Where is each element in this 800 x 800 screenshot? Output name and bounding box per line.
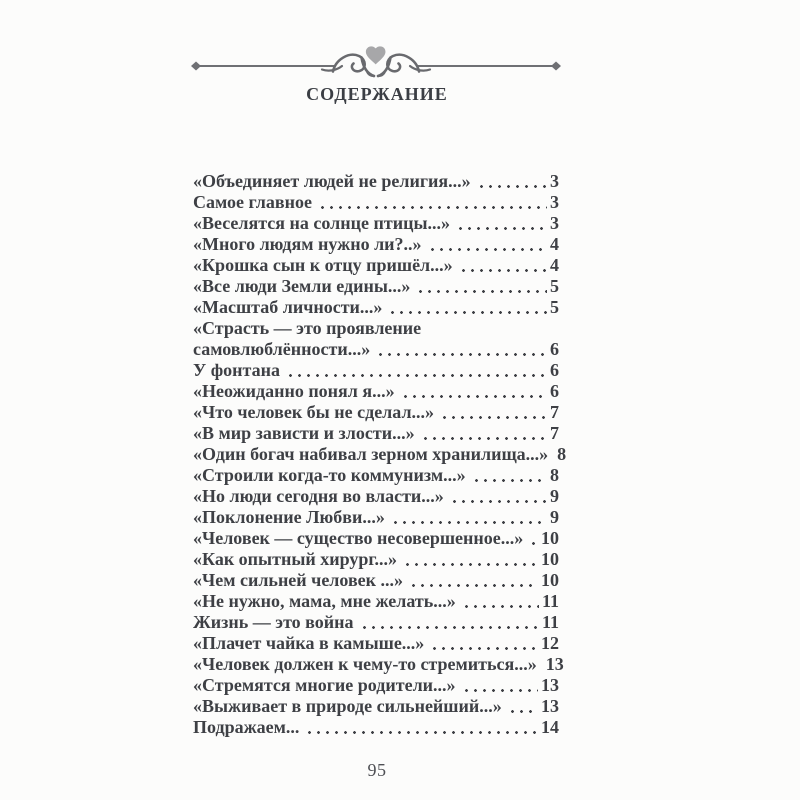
toc-entry-title: «Выживает в природе сильнейший...» bbox=[193, 696, 502, 716]
dot-leader bbox=[462, 604, 539, 609]
toc-entry-title: «Человек — существо несовершенное...» bbox=[193, 528, 524, 548]
dot-leader bbox=[472, 478, 547, 483]
toc-list bbox=[193, 171, 567, 738]
toc-entry bbox=[193, 192, 559, 213]
toc-entry-page: 7 bbox=[550, 402, 559, 422]
dot-leader bbox=[450, 499, 547, 504]
toc-entry bbox=[193, 318, 559, 339]
toc-entry bbox=[193, 612, 559, 633]
toc-entry-title: «Все люди Земли едины...» bbox=[193, 276, 411, 296]
toc-entry bbox=[193, 633, 559, 654]
dot-leader bbox=[456, 226, 547, 231]
toc-entry-title: «Не нужно, мама, мне желать...» bbox=[193, 591, 456, 611]
dot-leader bbox=[305, 730, 538, 735]
dot-leader bbox=[286, 373, 547, 378]
toc-entry-title: Самое главное bbox=[193, 192, 312, 212]
toc-entry bbox=[193, 402, 559, 423]
toc-entry-title: «Крошка сын к отцу пришёл...» bbox=[193, 255, 453, 275]
toc-entry bbox=[193, 276, 559, 297]
dot-leader bbox=[508, 709, 538, 714]
toc-entry-title: «Один богач набивал зерном хранилища...» bbox=[193, 444, 549, 464]
toc-entry-page: 6 bbox=[550, 360, 559, 380]
toc-entry-page: 5 bbox=[550, 276, 559, 296]
toc-entry-page: 9 bbox=[550, 486, 559, 506]
toc-entry-page: 3 bbox=[550, 192, 559, 212]
toc-entry bbox=[193, 528, 559, 549]
diamond-cap-left-icon bbox=[191, 62, 201, 71]
toc-entry-title: «Неожиданно понял я...» bbox=[193, 381, 395, 401]
toc-entry-page: 14 bbox=[541, 717, 559, 737]
toc-entry-page: 3 bbox=[550, 213, 559, 233]
toc-entry-title: Подражаем... bbox=[193, 717, 300, 737]
toc-entry bbox=[193, 171, 559, 192]
toc-entry-title: «Объединяет людей не религия...» bbox=[193, 171, 471, 191]
toc-entry bbox=[193, 654, 564, 675]
toc-entry bbox=[193, 486, 559, 507]
toc-entry-title: «Поклонение Любви...» bbox=[193, 507, 385, 527]
page-number: 95 bbox=[367, 760, 387, 780]
toc-entry-page: 10 bbox=[541, 528, 559, 548]
toc-entry-title: Жизнь — это война bbox=[193, 612, 354, 632]
dot-leader bbox=[376, 352, 547, 357]
heart-icon bbox=[366, 46, 386, 64]
toc-entry-page: 6 bbox=[550, 381, 559, 401]
toc-entry-page: 6 bbox=[550, 339, 559, 359]
dot-leader bbox=[459, 268, 547, 273]
toc-entry bbox=[193, 297, 559, 318]
toc-entry-title: «В мир зависти и злости...» bbox=[193, 423, 415, 443]
toc-entry-page: 13 bbox=[545, 654, 564, 674]
toc-entry-title: «Строили когда-то коммунизм...» bbox=[193, 465, 466, 485]
toc-entry-page: 13 bbox=[541, 696, 559, 716]
toc-entry-title: «Веселятся на солнце птицы...» bbox=[193, 213, 451, 233]
dot-leader bbox=[388, 310, 547, 315]
toc-entry-title: «Стремятся многие родители...» bbox=[193, 675, 456, 695]
toc-entry bbox=[193, 423, 559, 444]
toc-entry-page: 8 bbox=[550, 465, 559, 485]
toc-entry-title: «Но люди сегодня во власти...» bbox=[193, 486, 444, 506]
toc-entry-title: самовлюблённости...» bbox=[193, 339, 371, 359]
toc-entry-title: «Плачет чайка в камыше...» bbox=[193, 633, 425, 653]
toc-entry-page: 7 bbox=[550, 423, 559, 443]
toc-entry-page: 5 bbox=[550, 297, 559, 317]
dot-leader bbox=[462, 688, 538, 693]
dot-leader bbox=[430, 646, 538, 651]
toc-entry-page: 3 bbox=[550, 171, 559, 191]
toc-entry-page: 4 bbox=[550, 234, 559, 254]
toc-entry bbox=[193, 507, 559, 528]
toc-entry-title: «Что человек бы не сделал...» bbox=[193, 402, 435, 422]
toc-entry bbox=[193, 255, 559, 276]
toc-entry-page: 13 bbox=[541, 675, 559, 695]
toc-entry bbox=[193, 234, 559, 255]
dot-leader bbox=[403, 562, 538, 567]
toc-entry bbox=[193, 381, 559, 402]
page-title: СОДЕРЖАНИЕ bbox=[306, 84, 448, 104]
dot-leader bbox=[477, 184, 547, 189]
toc-entry-title: «Как опытный хирург...» bbox=[193, 549, 398, 569]
toc-entry-title: «Страсть — это проявление bbox=[193, 318, 422, 338]
dot-leader bbox=[529, 541, 538, 546]
dot-leader bbox=[391, 520, 547, 525]
dot-leader bbox=[360, 625, 539, 630]
toc-entry-page: 10 bbox=[541, 549, 559, 569]
dot-leader bbox=[421, 436, 547, 441]
toc-entry-page: 4 bbox=[550, 255, 559, 275]
toc-entry bbox=[193, 570, 559, 591]
dot-leader bbox=[409, 583, 538, 588]
toc-entry bbox=[193, 444, 567, 465]
toc-entry bbox=[193, 549, 559, 570]
dot-leader bbox=[440, 415, 547, 420]
toc-entry bbox=[193, 339, 559, 360]
toc-entry bbox=[193, 360, 559, 381]
toc-entry-title: У фонтана bbox=[193, 360, 280, 380]
toc-entry bbox=[193, 213, 559, 234]
diamond-cap-right-icon bbox=[551, 62, 561, 71]
toc-entry-title: «Много людям нужно ли?..» bbox=[193, 234, 422, 254]
toc-entry-page: 11 bbox=[541, 612, 559, 632]
toc-entry bbox=[193, 696, 559, 717]
toc-entry bbox=[193, 465, 559, 486]
toc-entry bbox=[193, 675, 559, 696]
heart-flourish-divider bbox=[186, 42, 566, 88]
toc-entry-page: 8 bbox=[557, 444, 567, 464]
toc-entry-page: 10 bbox=[541, 570, 559, 590]
toc-entry-page: 11 bbox=[541, 591, 559, 611]
toc-entry-title: «Человек должен к чему-то стремиться...» bbox=[193, 654, 537, 674]
dot-leader bbox=[416, 289, 547, 294]
dot-leader bbox=[427, 331, 556, 336]
dot-leader bbox=[318, 205, 547, 210]
toc-entry bbox=[193, 591, 559, 612]
toc-entry bbox=[193, 717, 559, 738]
toc-entry-title: «Чем сильней человек ...» bbox=[193, 570, 404, 590]
toc-entry-title: «Масштаб личности...» bbox=[193, 297, 383, 317]
toc-entry-page: 9 bbox=[550, 507, 559, 527]
dot-leader bbox=[428, 247, 547, 252]
dot-leader bbox=[401, 394, 547, 399]
toc-entry-page: 12 bbox=[541, 633, 559, 653]
